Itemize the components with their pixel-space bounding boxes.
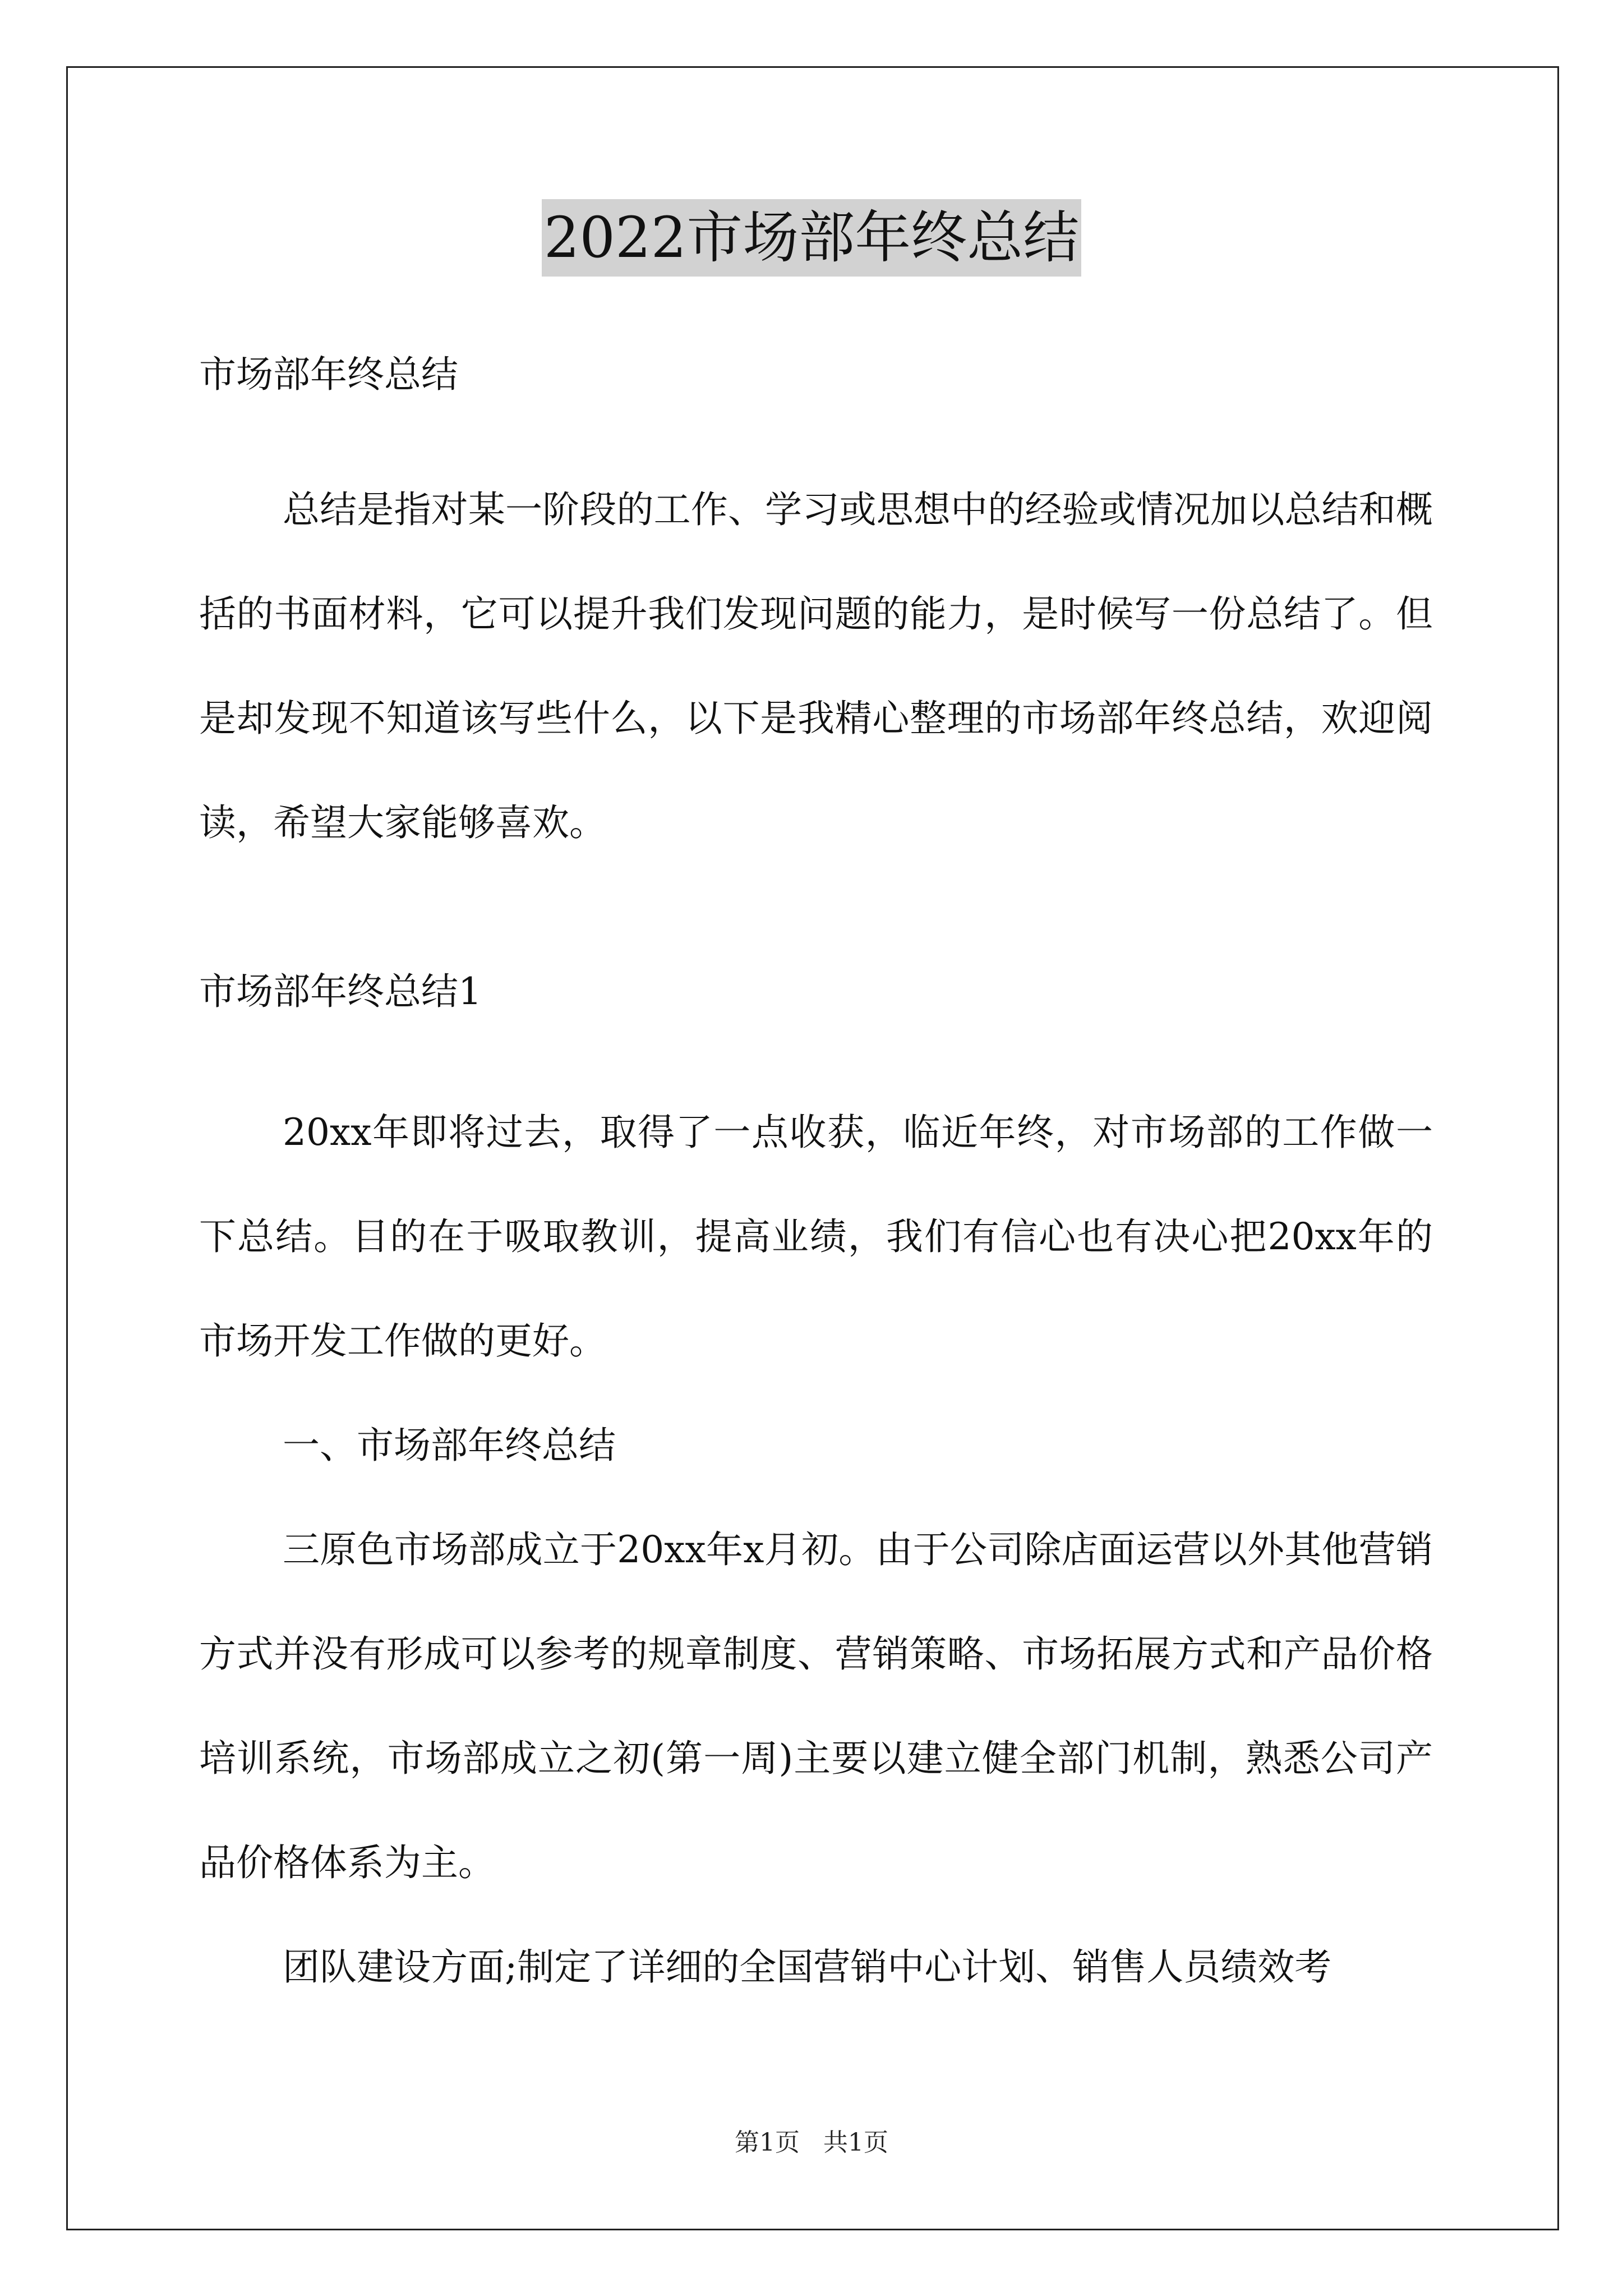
section-heading: 市场部年终总结 [199, 353, 458, 396]
intro-paragraph: 总结是指对某一阶段的工作、学习或思想中的经验或情况加以总结和概括的书面材料，它可以提升我们发现问题的能力，是时候写一份总结了。但是却发现不知道该写些什么，以下是我精心整理的市场部年终总结，欢迎阅读，希望大家能够喜欢。 [199, 488, 1433, 844]
body-paragraph: 20xx年即将过去，取得了一点收获，临近年终，对市场部的工作做一下总结。目的在于吸取教训，提高业绩，我们有信心也有决心把20xx年的市场开发工作做的更好。 [199, 1111, 1433, 1363]
document-title: 2022市场部年终总结 [542, 199, 1082, 277]
title-container [0, 199, 1623, 277]
subsection-heading: 一、市场部年终总结 [283, 1424, 616, 1467]
body-paragraph: 团队建设方面;制定了详细的全国营销中心计划、销售人员绩效考 [283, 1945, 1332, 1989]
body-paragraph: 三原色市场部成立于20xx年x月初。由于公司除店面运营以外其他营销方式并没有形成可以参考的规章制度、营销策略、市场拓展方式和产品价格培训系统，市场部成立之初(第一周)主要以建立健全部门机制，熟悉公司产品价格体系为主。 [199, 1528, 1433, 1884]
section-heading: 市场部年终总结1 [199, 970, 482, 1013]
document-body [199, 348, 1433, 2019]
page-footer: 第1页 共1页 [735, 2128, 888, 2157]
